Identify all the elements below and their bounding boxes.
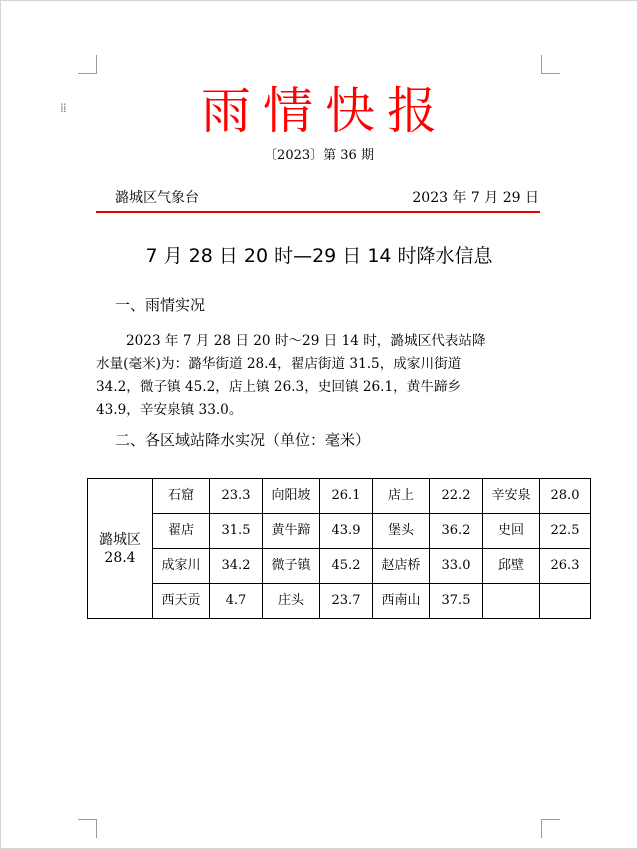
table-row bbox=[88, 479, 591, 514]
station-name-cell: 微子镇 bbox=[263, 549, 320, 584]
rainfall-value-cell: 33.0 bbox=[430, 549, 483, 584]
station-name-cell: 史回 bbox=[483, 514, 540, 549]
rainfall-value-cell: 37.5 bbox=[430, 584, 483, 619]
section-heading-station-rainfall: 二、各区域站降水实况（单位：毫米） bbox=[115, 431, 371, 449]
rainfall-value-cell: 31.5 bbox=[210, 514, 263, 549]
red-divider bbox=[96, 211, 540, 213]
rainfall-value-cell: 26.1 bbox=[320, 479, 373, 514]
table-row bbox=[88, 584, 591, 619]
rainfall-value-cell: 34.2 bbox=[210, 549, 263, 584]
rainfall-value-cell: 28.0 bbox=[540, 479, 591, 514]
section-heading-rain-status: 一、雨情实况 bbox=[115, 296, 206, 314]
rainfall-value-cell: 22.2 bbox=[430, 479, 483, 514]
table-row bbox=[88, 549, 591, 584]
margin-corner-bottom-left bbox=[78, 819, 97, 838]
rainfall-value-cell bbox=[540, 584, 591, 619]
paragraph-line: 34.2，微子镇 45.2，店上镇 26.3，史回镇 26.1，黄牛蹄乡 bbox=[96, 379, 462, 395]
rainfall-value-cell: 4.7 bbox=[210, 584, 263, 619]
station-name-cell: 成家川 bbox=[153, 549, 210, 584]
district-value: 28.4 bbox=[104, 549, 136, 566]
issuing-office: 潞城区气象台 bbox=[115, 190, 199, 206]
station-name-cell: 石窟 bbox=[153, 479, 210, 514]
margin-corner-top-left bbox=[78, 55, 97, 74]
rainfall-value-cell: 23.3 bbox=[210, 479, 263, 514]
station-name-cell bbox=[483, 584, 540, 619]
station-name-cell: 西天贡 bbox=[153, 584, 210, 619]
station-name-cell: 庄头 bbox=[263, 584, 320, 619]
station-name-cell: 黄牛蹄 bbox=[263, 514, 320, 549]
rainfall-value-cell: 23.7 bbox=[320, 584, 373, 619]
margin-corner-top-right bbox=[541, 55, 560, 74]
rainfall-value-cell: 45.2 bbox=[320, 549, 373, 584]
paragraph-line: 水量(毫米)为：潞华街道 28.4，翟店街道 31.5，成家川街道 bbox=[96, 356, 462, 372]
margin-corner-bottom-right bbox=[541, 819, 560, 838]
issue-number: 〔2023〕第 36 期 bbox=[264, 148, 374, 163]
issue-date: 2023 年 7 月 29 日 bbox=[412, 190, 539, 206]
station-name-cell: 堡头 bbox=[373, 514, 430, 549]
rainfall-value-cell: 22.5 bbox=[540, 514, 591, 549]
station-name-cell: 向阳坡 bbox=[263, 479, 320, 514]
district-cell bbox=[88, 479, 153, 619]
station-name-cell: 店上 bbox=[373, 479, 430, 514]
station-rainfall-table bbox=[87, 478, 591, 619]
station-name-cell: 邱壁 bbox=[483, 549, 540, 584]
station-name-cell: 翟店 bbox=[153, 514, 210, 549]
table-move-handle-icon[interactable]: ⁞⁞ bbox=[60, 101, 66, 115]
rainfall-value-cell: 26.3 bbox=[540, 549, 591, 584]
station-name-cell: 辛安泉 bbox=[483, 479, 540, 514]
paragraph-line: 2023 年 7 月 28 日 20 时～29 日 14 时，潞城区代表站降 bbox=[126, 333, 486, 349]
district-name: 潞城区 bbox=[99, 531, 141, 548]
document-title: 7 月 28 日 20 时—29 日 14 时降水信息 bbox=[145, 245, 493, 267]
paragraph-line: 43.9，辛安泉镇 33.0。 bbox=[96, 402, 243, 418]
station-name-cell: 西南山 bbox=[373, 584, 430, 619]
station-name-cell: 赵店桥 bbox=[373, 549, 430, 584]
table-row bbox=[88, 514, 591, 549]
masthead-title: 雨情快报 bbox=[201, 82, 449, 140]
rain-status-paragraph bbox=[96, 330, 541, 422]
rainfall-value-cell: 36.2 bbox=[430, 514, 483, 549]
rainfall-value-cell: 43.9 bbox=[320, 514, 373, 549]
